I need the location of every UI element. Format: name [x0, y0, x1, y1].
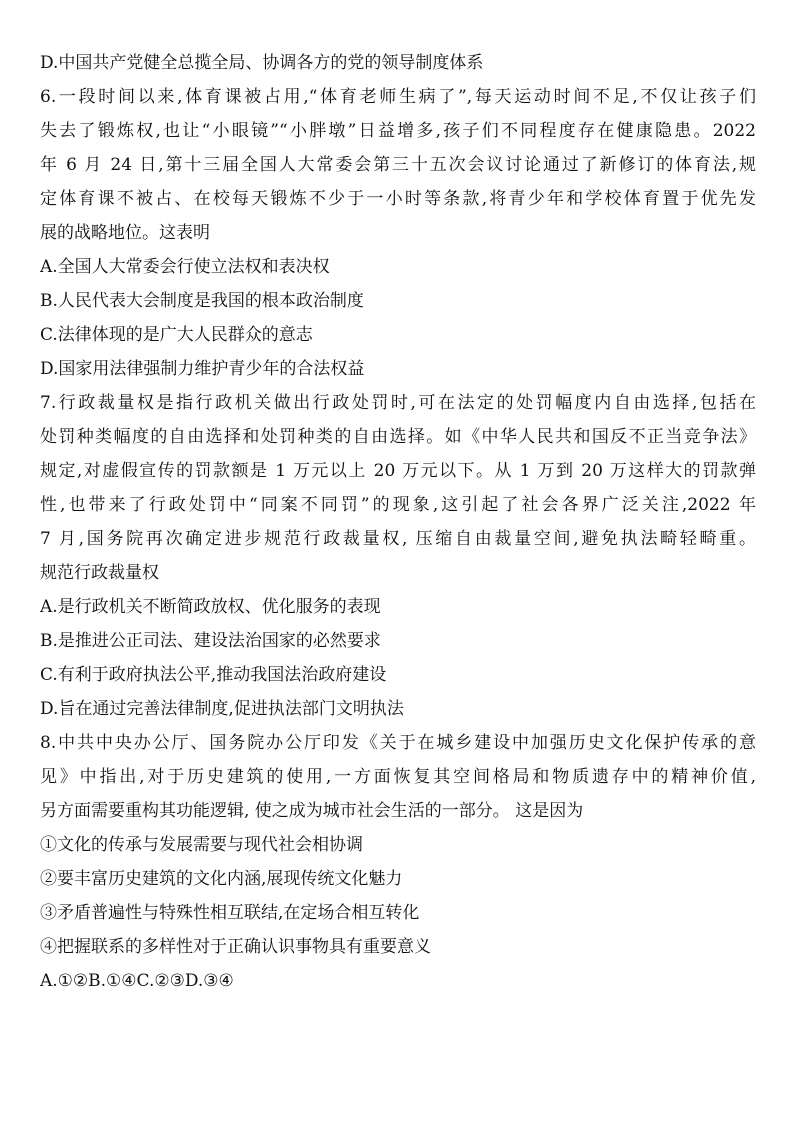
- q7-option-b: B.是推进公正司法、建设法治国家的必然要求: [40, 631, 381, 651]
- question-7: [40, 386, 756, 726]
- q6-option-a: A.全国人大常委会行使立法权和表决权: [40, 257, 330, 277]
- q6-stem-line: 展的战略地位。这表明: [40, 223, 210, 243]
- q7-stem-line: 7 月,国务院再次确定进步规范行政裁量权, 压缩自由裁量空间,避免执法畸轻畸重。: [40, 529, 756, 549]
- q6-stem-line: 定体育课不被占、在校每天锻炼不少于一小时等条款,将青少年和学校体育置于优先发: [40, 189, 756, 209]
- q8-statement-2: ②要丰富历史建筑的文化内涵,展现传统文化魅力: [40, 869, 403, 889]
- q6-stem-line: 年 6 月 24 日,第十三届全国人大常委会第三十五次会议讨论通过了新修订的体育法,规: [40, 155, 756, 175]
- q7-stem-line: 处罚种类幅度的自由选择和处罚种类的自由选择。如《中华人民共和国反不正当竞争法》: [40, 427, 756, 447]
- q6-stem-line: 失去了锻炼权,也让“小眼镜”“小胖墩”日益增多,孩子们不同程度存在健康隐患。2022: [40, 121, 756, 141]
- q7-option-d: D.旨在通过完善法律制度,促进执法部门文明执法: [40, 699, 404, 719]
- q8-stem-line: 见》中指出,对于历史建筑的使用,一方面恢复其空间格局和物质遗存中的精神价值,: [40, 767, 756, 787]
- q6-option-c: C.法律体现的是广大人民群众的意志: [40, 325, 313, 345]
- q7-option-a: A.是行政机关不断简政放权、优化服务的表现: [40, 597, 381, 617]
- exam-page: [40, 46, 756, 998]
- q7-stem-line: 7.行政裁量权是指行政机关做出行政处罚时,可在法定的处罚幅度内自由选择,包括在: [40, 393, 756, 413]
- q6-stem-line: 6.一段时间以来,体育课被占用,“体育老师生病了”,每天运动时间不足,不仅让孩子们: [40, 87, 756, 107]
- q8-stem-line: 8.中共中央办公厅、国务院办公厅印发《关于在城乡建设中加强历史文化保护传承的意: [40, 733, 756, 753]
- q5-option-d: D.中国共产党健全总揽全局、协调各方的党的领导制度体系: [40, 53, 484, 73]
- q7-stem-line: 性,也带来了行政处罚中“同案不同罚”的现象,这引起了社会各界广泛关注,2022 年: [40, 495, 756, 515]
- q8-statement-4: ④把握联系的多样性对于正确认识事物具有重要意义: [40, 937, 431, 957]
- q7-stem-line: 规定,对虚假宣传的罚款额是 1 万元以上 20 万元以下。从 1 万到 20 万这样大的罚款弹: [40, 461, 756, 481]
- q6-option-b: B.人民代表大会制度是我国的根本政治制度: [40, 291, 364, 311]
- q7-stem-line: 规范行政裁量权: [40, 563, 159, 583]
- q8-stem-line: 另方面需要重构其功能逻辑, 使之成为城市社会生活的一部分。 这是因为: [40, 801, 584, 821]
- q8-statement-3: ③矛盾普遍性与特殊性相互联结,在定场合相互转化: [40, 903, 420, 923]
- question-6: [40, 80, 756, 386]
- q7-option-c: C.有利于政府执法公平,推动我国法治政府建设: [40, 665, 387, 685]
- question-8: [40, 726, 756, 998]
- q8-statement-1: ①文化的传承与发展需要与现代社会相协调: [40, 835, 363, 855]
- q6-option-d: D.国家用法律强制力维护青少年的合法权益: [40, 359, 365, 379]
- q8-answer-options: A.①②B.①④C.②③D.③④: [40, 971, 234, 991]
